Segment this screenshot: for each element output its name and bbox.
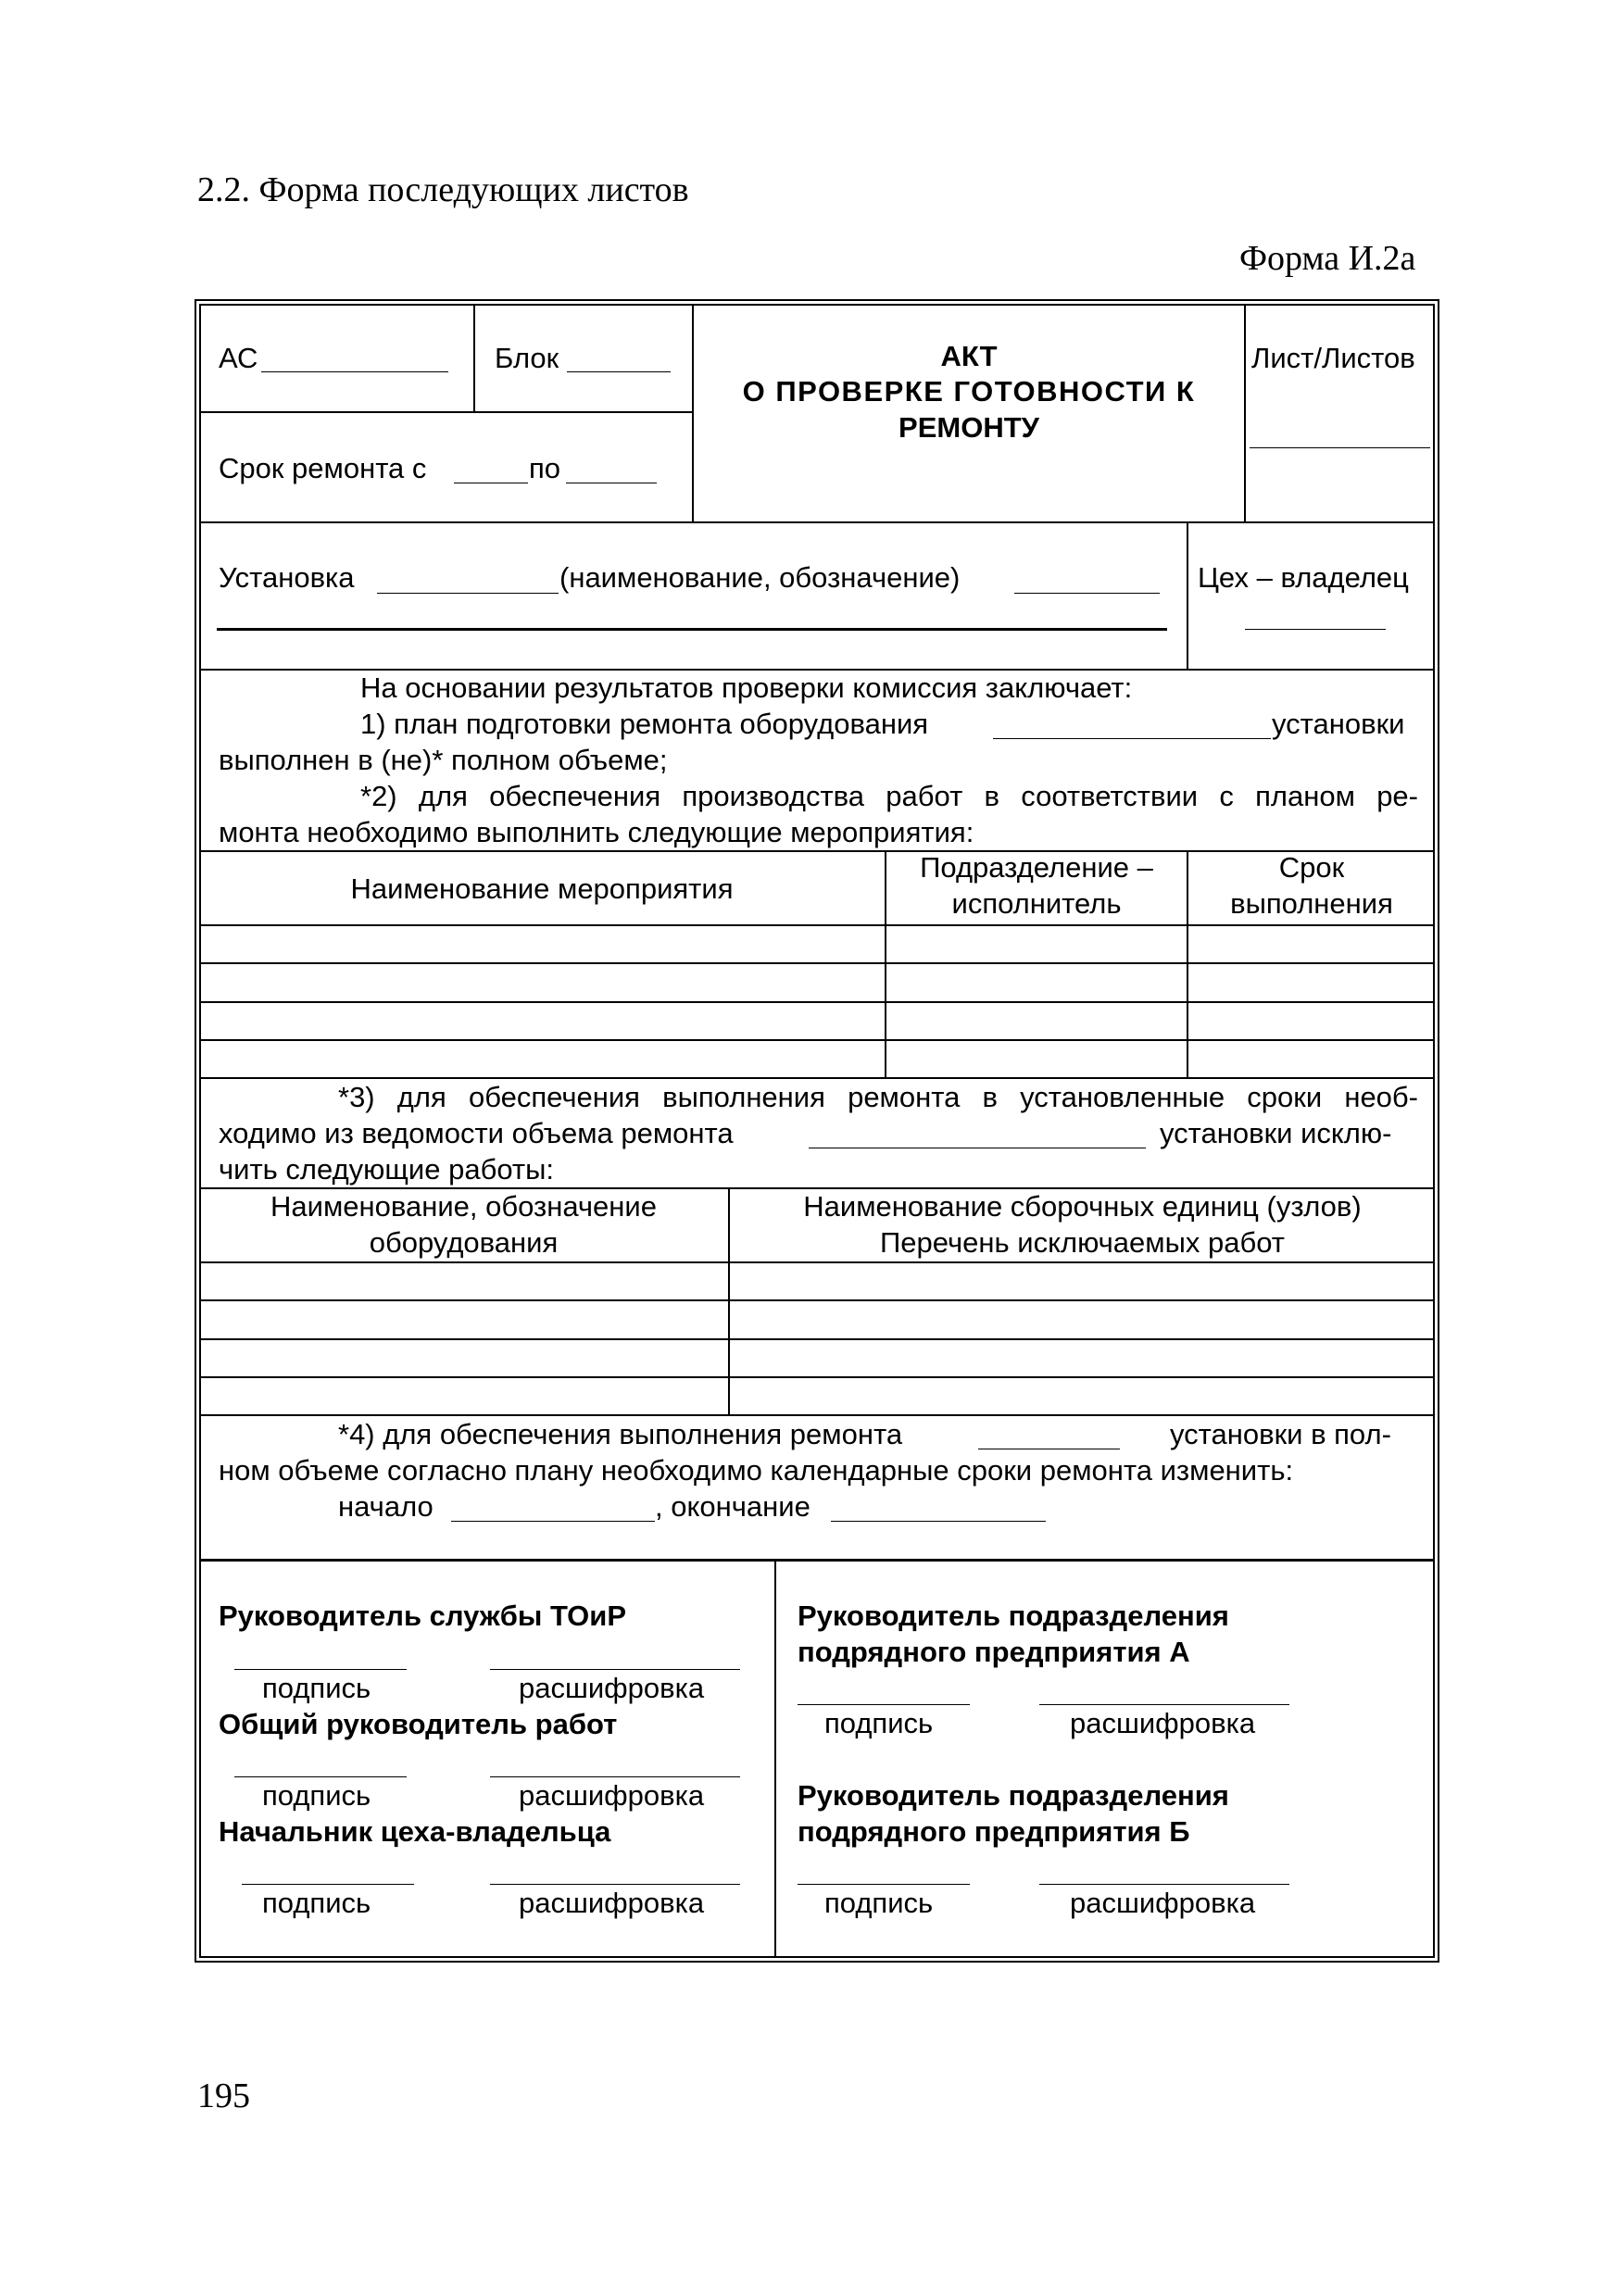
table-row[interactable]: [201, 926, 1433, 962]
installation-underline: [217, 628, 1167, 631]
item1-text: 1) план подготовки ремонта оборудования: [360, 708, 929, 740]
sig-left-2-decode-line[interactable]: [490, 1776, 740, 1777]
sig-right-1-role-line2: подрядного предприятия А: [798, 1636, 1190, 1668]
sig-right-2-decode-line[interactable]: [1039, 1884, 1289, 1885]
table2-header-units-1: Наименование сборочных единиц (узлов): [803, 1190, 1362, 1223]
table-row[interactable]: [201, 1003, 1433, 1039]
act-title-3: РЕМОНТУ: [898, 411, 1039, 444]
item4-line1-left: *4) для обеспечения выполнения ремонта: [338, 1418, 903, 1450]
sig-left-3-sign-line[interactable]: [242, 1884, 414, 1885]
table-row[interactable]: [201, 1340, 1433, 1376]
table1-header-unit-1: Подразделение –: [920, 851, 1153, 884]
sig-left-1-decode-label: расшифровка: [519, 1672, 705, 1704]
item4-end-label: , окончание: [655, 1490, 810, 1523]
table2-header-equipment-1: Наименование, обозначение: [270, 1190, 657, 1223]
sheets-label: Лист/Листов: [1251, 342, 1415, 374]
sig-right-1-decode-label: расшифровка: [1070, 1707, 1256, 1739]
sig-left-role-3: Начальник цеха-владельца: [219, 1815, 611, 1848]
table1-header-due-1: Срок: [1278, 851, 1345, 884]
item3-line2-right: установки исклю-: [1160, 1117, 1392, 1149]
item3-line1: *3) для обеспечения выполнения ремонта в установленные сроки необ-: [338, 1081, 1418, 1113]
table-row[interactable]: [201, 1041, 1433, 1077]
sig-right-2-sign-line[interactable]: [798, 1884, 970, 1885]
sig-left-1-decode-line[interactable]: [490, 1669, 740, 1670]
sig-left-2-sign-label: подпись: [262, 1779, 371, 1812]
table1-header-due-2: выполнения: [1230, 887, 1393, 920]
repair-period-mid: по: [529, 452, 561, 484]
sig-right-1-sign-line[interactable]: [798, 1704, 970, 1705]
table2-header-equipment-2: оборудования: [369, 1226, 559, 1259]
sig-right-2-role-line1: Руководитель подразделения: [798, 1779, 1229, 1812]
item2-line2: монта необходимо выполнить следующие мероприятия:: [219, 816, 974, 848]
sig-left-1-sign-line[interactable]: [234, 1669, 407, 1670]
sig-right-1-role-line1: Руководитель подразделения: [798, 1600, 1229, 1632]
installation-label: Установка: [219, 561, 355, 594]
item2-line1: *2) для обеспечения производства работ в соответствии с планом ре-: [360, 780, 1418, 812]
block-label: Блок: [495, 342, 559, 374]
sig-left-3-decode-label: расшифровка: [519, 1887, 705, 1919]
item4-line1-right: установки в пол-: [1170, 1418, 1391, 1450]
installation-hint: (наименование, обозначение): [559, 561, 961, 594]
table-row[interactable]: [201, 1263, 1433, 1299]
page-number: 195: [197, 2076, 250, 2115]
sig-left-role-1: Руководитель службы ТОиР: [219, 1600, 627, 1632]
as-label: АС: [219, 342, 258, 374]
sig-right-2-role-line2: подрядного предприятия Б: [798, 1815, 1190, 1848]
sig-right-2-sign-label: подпись: [824, 1887, 934, 1919]
item1-field[interactable]: [993, 738, 1271, 739]
table-row[interactable]: [201, 1378, 1433, 1414]
table-row[interactable]: [201, 964, 1433, 1001]
repair-period-prefix: Срок ремонта с: [219, 452, 427, 484]
sig-left-2-sign-line[interactable]: [234, 1776, 407, 1777]
block-field[interactable]: [567, 371, 671, 372]
item1-suffix: установки: [1272, 708, 1405, 740]
table1-header-unit-2: исполнитель: [951, 887, 1122, 920]
act-title-2: О ПРОВЕРКЕ ГОТОВНОСТИ К: [742, 375, 1196, 408]
item3-line2-left: ходимо из ведомости объема ремонта: [219, 1117, 734, 1149]
item4-start-label: начало: [338, 1490, 434, 1523]
sig-left-3-sign-label: подпись: [262, 1887, 371, 1919]
sheets-field[interactable]: [1250, 447, 1430, 448]
sig-left-2-decode-label: расшифровка: [519, 1779, 705, 1812]
item4-start-field[interactable]: [451, 1521, 655, 1522]
sig-right-1-decode-line[interactable]: [1039, 1704, 1289, 1705]
as-field[interactable]: [261, 371, 448, 372]
act-title-1: АКТ: [940, 340, 998, 372]
table2-header-units-2: Перечень исключаемых работ: [880, 1226, 1285, 1259]
table-row[interactable]: [201, 1301, 1433, 1338]
item3-line3: чить следующие работы:: [219, 1153, 554, 1186]
installation-field[interactable]: [377, 593, 559, 594]
sig-right-1-sign-label: подпись: [824, 1707, 934, 1739]
table1-header-name: Наименование мероприятия: [350, 872, 734, 905]
workshop-owner-field[interactable]: [1245, 629, 1386, 630]
form-code: Форма И.2а: [1239, 239, 1416, 278]
sig-left-3-decode-line[interactable]: [490, 1884, 740, 1885]
item1-line2: выполнен в (не)* полном объеме;: [219, 744, 668, 776]
sig-left-1-sign-label: подпись: [262, 1672, 371, 1704]
installation-field-2[interactable]: [1014, 593, 1160, 594]
conclusion-intro: На основании результатов проверки комиссия заключает:: [360, 671, 1133, 704]
item4-end-field[interactable]: [831, 1521, 1046, 1522]
sig-left-role-2: Общий руководитель работ: [219, 1708, 618, 1740]
sig-right-2-decode-label: расшифровка: [1070, 1887, 1256, 1919]
workshop-owner-label: Цех – владелец: [1198, 561, 1409, 594]
section-title: 2.2. Форма последующих листов: [197, 170, 689, 209]
item4-line2: ном объеме согласно плану необходимо календарные сроки ремонта изменить:: [219, 1454, 1294, 1487]
